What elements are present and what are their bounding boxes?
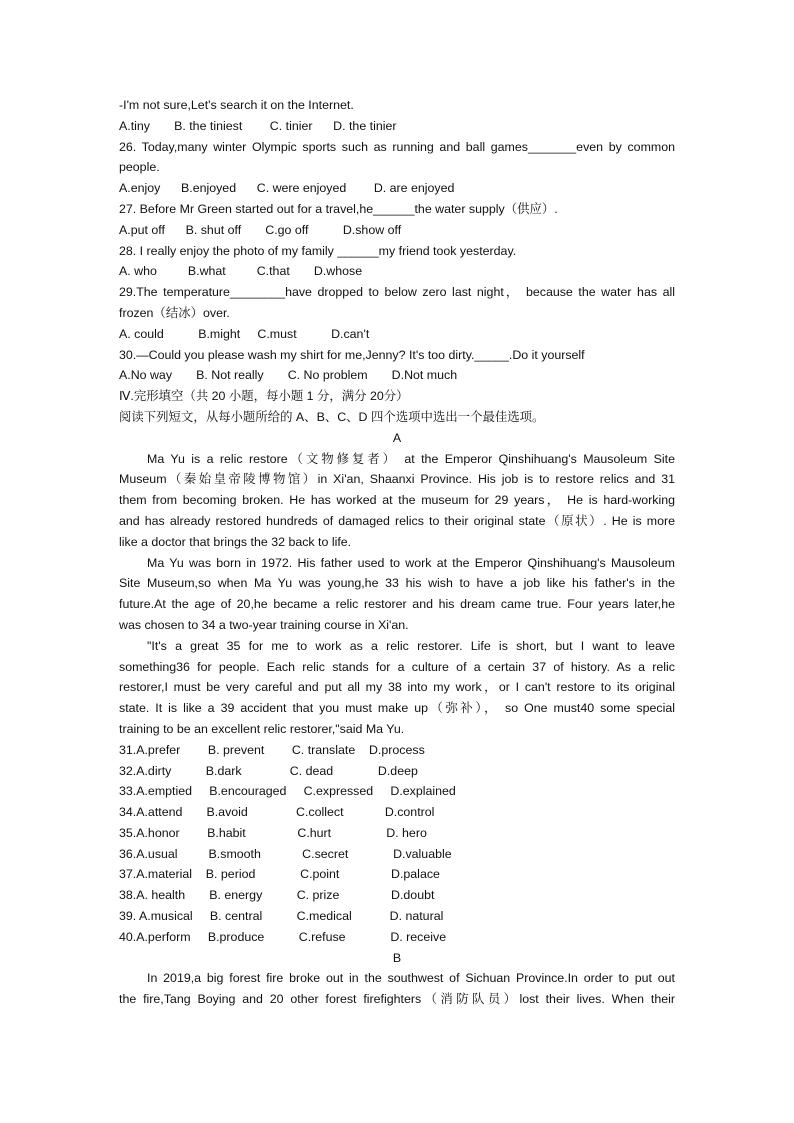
- passage-line: something36 for people. Each relic stands for a culture of a certain 37 of history. As a relic: [119, 659, 675, 674]
- question-29: 29.The temperature________have dropped to below zero last night， because the water has all: [119, 285, 675, 300]
- cloze-options-37: 37.A.material B. period C.point D.palace: [119, 867, 440, 882]
- document-page: [119, 95, 675, 1010]
- answer-options: A.tiny B. the tiniest C. tinier D. the tinier: [119, 118, 397, 133]
- passage-line: Museum（秦始皇帝陵博物馆）in Xi'an, Shaanxi Province. His job is to restore relics and 31: [119, 472, 675, 487]
- answer-options: A.No way B. Not really C. No problem D.Not much: [119, 368, 458, 383]
- section-heading: Ⅳ.完形填空（共 20 小题，每小题 1 分，满分 20分）: [119, 389, 409, 404]
- cloze-options-33: 33.A.emptied B.encouraged C.expressed D.explained: [119, 784, 456, 799]
- passage-line: In 2019,a big forest fire broke out in the southwest of Sichuan Province.In order to put out: [147, 971, 675, 986]
- question-27: 27. Before Mr Green started out for a travel,he______the water supply（供应）.: [119, 201, 558, 216]
- passage-line: Ma Yu was born in 1972. His father used to work at the Emperor Qinshihuang's Mausoleum: [147, 555, 675, 570]
- text-line: frozen（结冰）over.: [119, 305, 230, 320]
- passage-line: training to be an excellent relic restorer,"said Ma Yu.: [119, 721, 405, 736]
- text-line: people.: [119, 160, 160, 175]
- passage-label-b: B: [392, 950, 402, 965]
- question-28: 28. I really enjoy the photo of my family ______my friend took yesterday.: [119, 243, 517, 258]
- cloze-options-31: 31.A.prefer B. prevent C. translate D.process: [119, 742, 425, 757]
- passage-line: state. It is like a 39 accident that you must make up（弥补）， so One must40 some special: [119, 701, 675, 716]
- answer-options: A. who B.what C.that D.whose: [119, 264, 363, 279]
- passage-line: "It's a great 35 for me to work as a relic restorer. Life is short, but I want to leave: [147, 638, 675, 653]
- answer-options: A. could B.might C.must D.can't: [119, 326, 370, 341]
- text-line: -I'm not sure,Let's search it on the Internet.: [119, 98, 354, 112]
- passage-line: like a doctor that brings the 32 back to life.: [119, 534, 352, 549]
- question-26: 26. Today,many winter Olympic sports such as running and ball games_______even by common: [119, 139, 675, 154]
- passage-line: Site Museum,so when Ma Yu was young,he 33 his wish to have a job like his father's in the: [119, 576, 675, 591]
- passage-line: them from becoming broken. He has worked at the museum for 29 years， He is hard-working: [119, 493, 675, 508]
- section-instructions: 阅读下列短文，从每小题所给的 A、B、C、D 四个选项中选出一个最佳选项。: [119, 409, 545, 424]
- passage-line: restorer,I must be very careful and put all my 38 into my work，or I can't restore to its original: [119, 680, 675, 695]
- cloze-options-34: 34.A.attend B.avoid C.collect D.control: [119, 805, 435, 820]
- passage-line: future.At the age of 20,he became a relic restorer and his dream came true. Four years later,he: [119, 597, 675, 612]
- cloze-options-38: 38.A. health B. energy C. prize D.doubt: [119, 888, 435, 903]
- answer-options: A.enjoy B.enjoyed C. were enjoyed D. are enjoyed: [119, 181, 455, 196]
- cloze-options-35: 35.A.honor B.habit C.hurt D. hero: [119, 825, 427, 840]
- passage-line: the fire,Tang Boying and 20 other forest firefighters（消防队员）lost their lives. When their: [119, 992, 675, 1007]
- cloze-options-32: 32.A.dirty B.dark C. dead D.deep: [119, 763, 418, 778]
- cloze-options-40: 40.A.perform B.produce C.refuse D. receive: [119, 929, 447, 944]
- passage-line: and has already restored hundreds of damaged relics to their original state（原状）. He is more: [119, 513, 675, 528]
- question-30: 30.—Could you please wash my shirt for me,Jenny? It's too dirty._____.Do it yourself: [119, 347, 585, 362]
- passage-label-a: A: [392, 430, 402, 445]
- cloze-options-36: 36.A.usual B.smooth C.secret D.valuable: [119, 846, 452, 861]
- passage-line: Ma Yu is a relic restore（文物修复者） at the Emperor Qinshihuang's Mausoleum Site: [147, 451, 675, 466]
- answer-options: A.put off B. shut off C.go off D.show off: [119, 222, 402, 237]
- passage-line: was chosen to 34 a two-year training course in Xi'an.: [119, 617, 409, 632]
- cloze-options-39: 39. A.musical B. central C.medical D. natural: [119, 909, 444, 924]
